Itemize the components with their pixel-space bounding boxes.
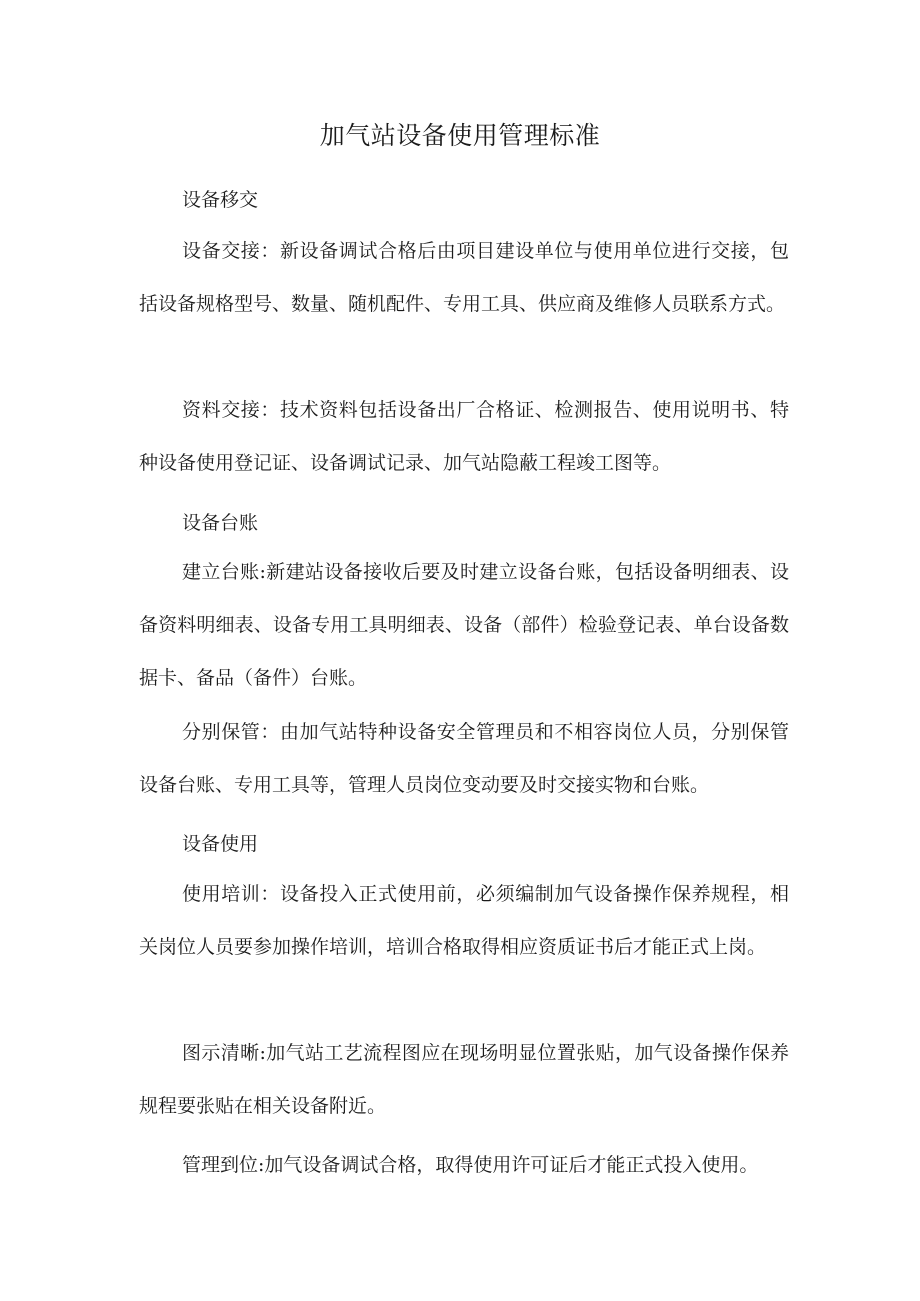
paragraph-establish-ledger: 建立台账:新建站设备接收后要及时建立设备台账，包括设备明细表、设备资料明细表、设备专用工具明细表、设备（部件）检验登记表、单台设备数据卡、备品（备件）台账。: [139, 561, 789, 689]
document-title: 加气站设备使用管理标准: [319, 121, 601, 150]
paragraph-document-handover: 资料交接：技术资料包括设备出厂合格证、检测报告、使用说明书、特种设备使用登记证、设备调试记录、加气站隐蔽工程竣工图等。: [139, 399, 789, 474]
paragraph-management-in-place: 管理到位:加气设备调试合格，取得使用许可证后才能正式投入使用。: [182, 1154, 759, 1176]
paragraph-clear-diagrams: 图示清晰:加气站工艺流程图应在现场明显位置张贴，加气设备操作保养规程要张贴在相关设备附近。: [139, 1042, 789, 1117]
paragraph-equipment-handover: 设备交接：新设备调试合格后由项目建设单位与使用单位进行交接，包括设备规格型号、数量、随机配件、专用工具、供应商及维修人员联系方式。: [139, 240, 789, 315]
paragraph-usage-training: 使用培训：设备投入正式使用前，必须编制加气设备操作保养规程，相关岗位人员要参加操作培训，培训合格取得相应资质证书后才能正式上岗。: [139, 883, 789, 958]
section-heading-equipment-use: 设备使用: [182, 833, 259, 855]
paragraph-separate-custody: 分别保管：由加气站特种设备安全管理员和不相容岗位人员，分别保管设备台账、专用工具等，管理人员岗位变动要及时交接实物和台账。: [139, 721, 789, 796]
section-heading-equipment-handover: 设备移交: [182, 189, 259, 211]
section-heading-equipment-ledger: 设备台账: [182, 512, 259, 534]
